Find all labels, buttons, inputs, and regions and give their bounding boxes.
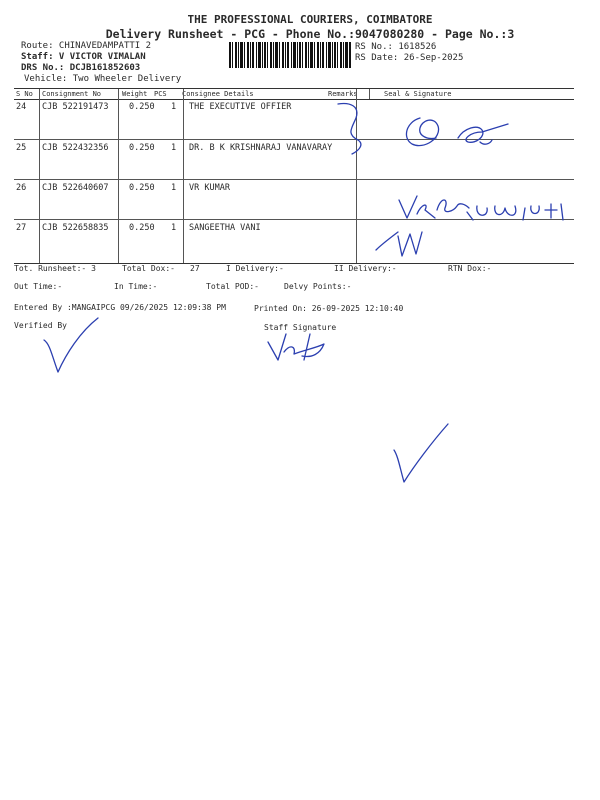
row-sno: 24: [16, 102, 27, 112]
row-consignment: CJB 522191473: [42, 102, 109, 112]
header-consignment: Consignment No: [42, 90, 102, 98]
route-label: Route: CHINAVEDAMPATTI 2: [21, 41, 152, 51]
staff-signature: [264, 330, 344, 364]
barcode-image: [229, 42, 351, 68]
row-consignee: DR. B K KRISHNARAJ VANAVARAY: [189, 143, 333, 153]
staff-label: Staff: V VICTOR VIMALAN: [21, 52, 146, 62]
verified-by-label: Verified By: [14, 321, 67, 330]
row-sno: 25: [16, 143, 27, 153]
row-pcs: 1: [171, 102, 177, 112]
stray-signature-mark: [388, 420, 458, 486]
total-dox-label: Total Dox:-: [122, 264, 175, 273]
entered-by: Entered By :MANGAIPCG 09/26/2025 12:09:38 PM: [14, 303, 226, 312]
staff-signature-label: Staff Signature: [264, 323, 337, 332]
header-sno: S No: [16, 90, 33, 98]
rtn-dox: RTN Dox:-: [448, 264, 492, 273]
verified-by-signature: [40, 314, 110, 376]
row-consignment: CJB 522640607: [42, 183, 109, 193]
row-pcs: 1: [171, 223, 177, 233]
row-weight: 0.250: [129, 102, 155, 112]
row-pcs: 1: [171, 143, 177, 153]
in-time: In Time:-: [114, 282, 158, 291]
header-seal: Seal & Signature: [384, 90, 452, 98]
delvy-points: Delvy Points:-: [284, 282, 352, 291]
signature-row24: [398, 108, 528, 158]
header-remarks: Remarks: [328, 90, 358, 98]
tot-runsheet: Tot. Runsheet:- 3: [14, 264, 96, 273]
runsheet-subtitle: Delivery Runsheet - PCG - Phone No.:9047080280 - Page No.:3: [105, 27, 515, 41]
vehicle-label: Vehicle: Two Wheeler Delivery: [24, 74, 182, 84]
row-weight: 0.250: [129, 183, 155, 193]
row-consignment: CJB 522658835: [42, 223, 109, 233]
row-weight: 0.250: [129, 223, 155, 233]
row-consignment: CJB 522432356: [42, 143, 109, 153]
signature-row27: [368, 222, 438, 262]
row-pcs: 1: [171, 183, 177, 193]
out-time: Out Time:-: [14, 282, 63, 291]
row-weight: 0.250: [129, 143, 155, 153]
printed-on: Printed On: 26-09-2025 12:10:40: [254, 304, 404, 313]
row-consignee: THE EXECUTIVE OFFIER: [189, 102, 292, 112]
total-pod: Total POD:-: [206, 282, 259, 291]
i-delivery: I Delivery:-: [226, 264, 284, 273]
rs-date: RS Date: 26-Sep-2025: [355, 53, 464, 63]
ii-delivery: II Delivery:-: [334, 264, 397, 273]
header-pcs: PCS: [154, 90, 167, 98]
total-dox-value: 27: [190, 264, 200, 273]
rs-number: RS No.: 1618526: [355, 42, 437, 52]
drs-label: DRS No.: DCJB161852603: [21, 63, 141, 73]
header-consignee: Consignee Details: [182, 90, 254, 98]
row-consignee: SANGEETHA VANI: [189, 223, 261, 233]
header-weight: Weight: [122, 90, 148, 98]
company-title: THE PROFESSIONAL COURIERS, COIMBATORE: [187, 13, 433, 26]
row-consignee: VR KUMAR: [189, 183, 230, 193]
row-sno: 26: [16, 183, 27, 193]
row-sno: 27: [16, 223, 27, 233]
